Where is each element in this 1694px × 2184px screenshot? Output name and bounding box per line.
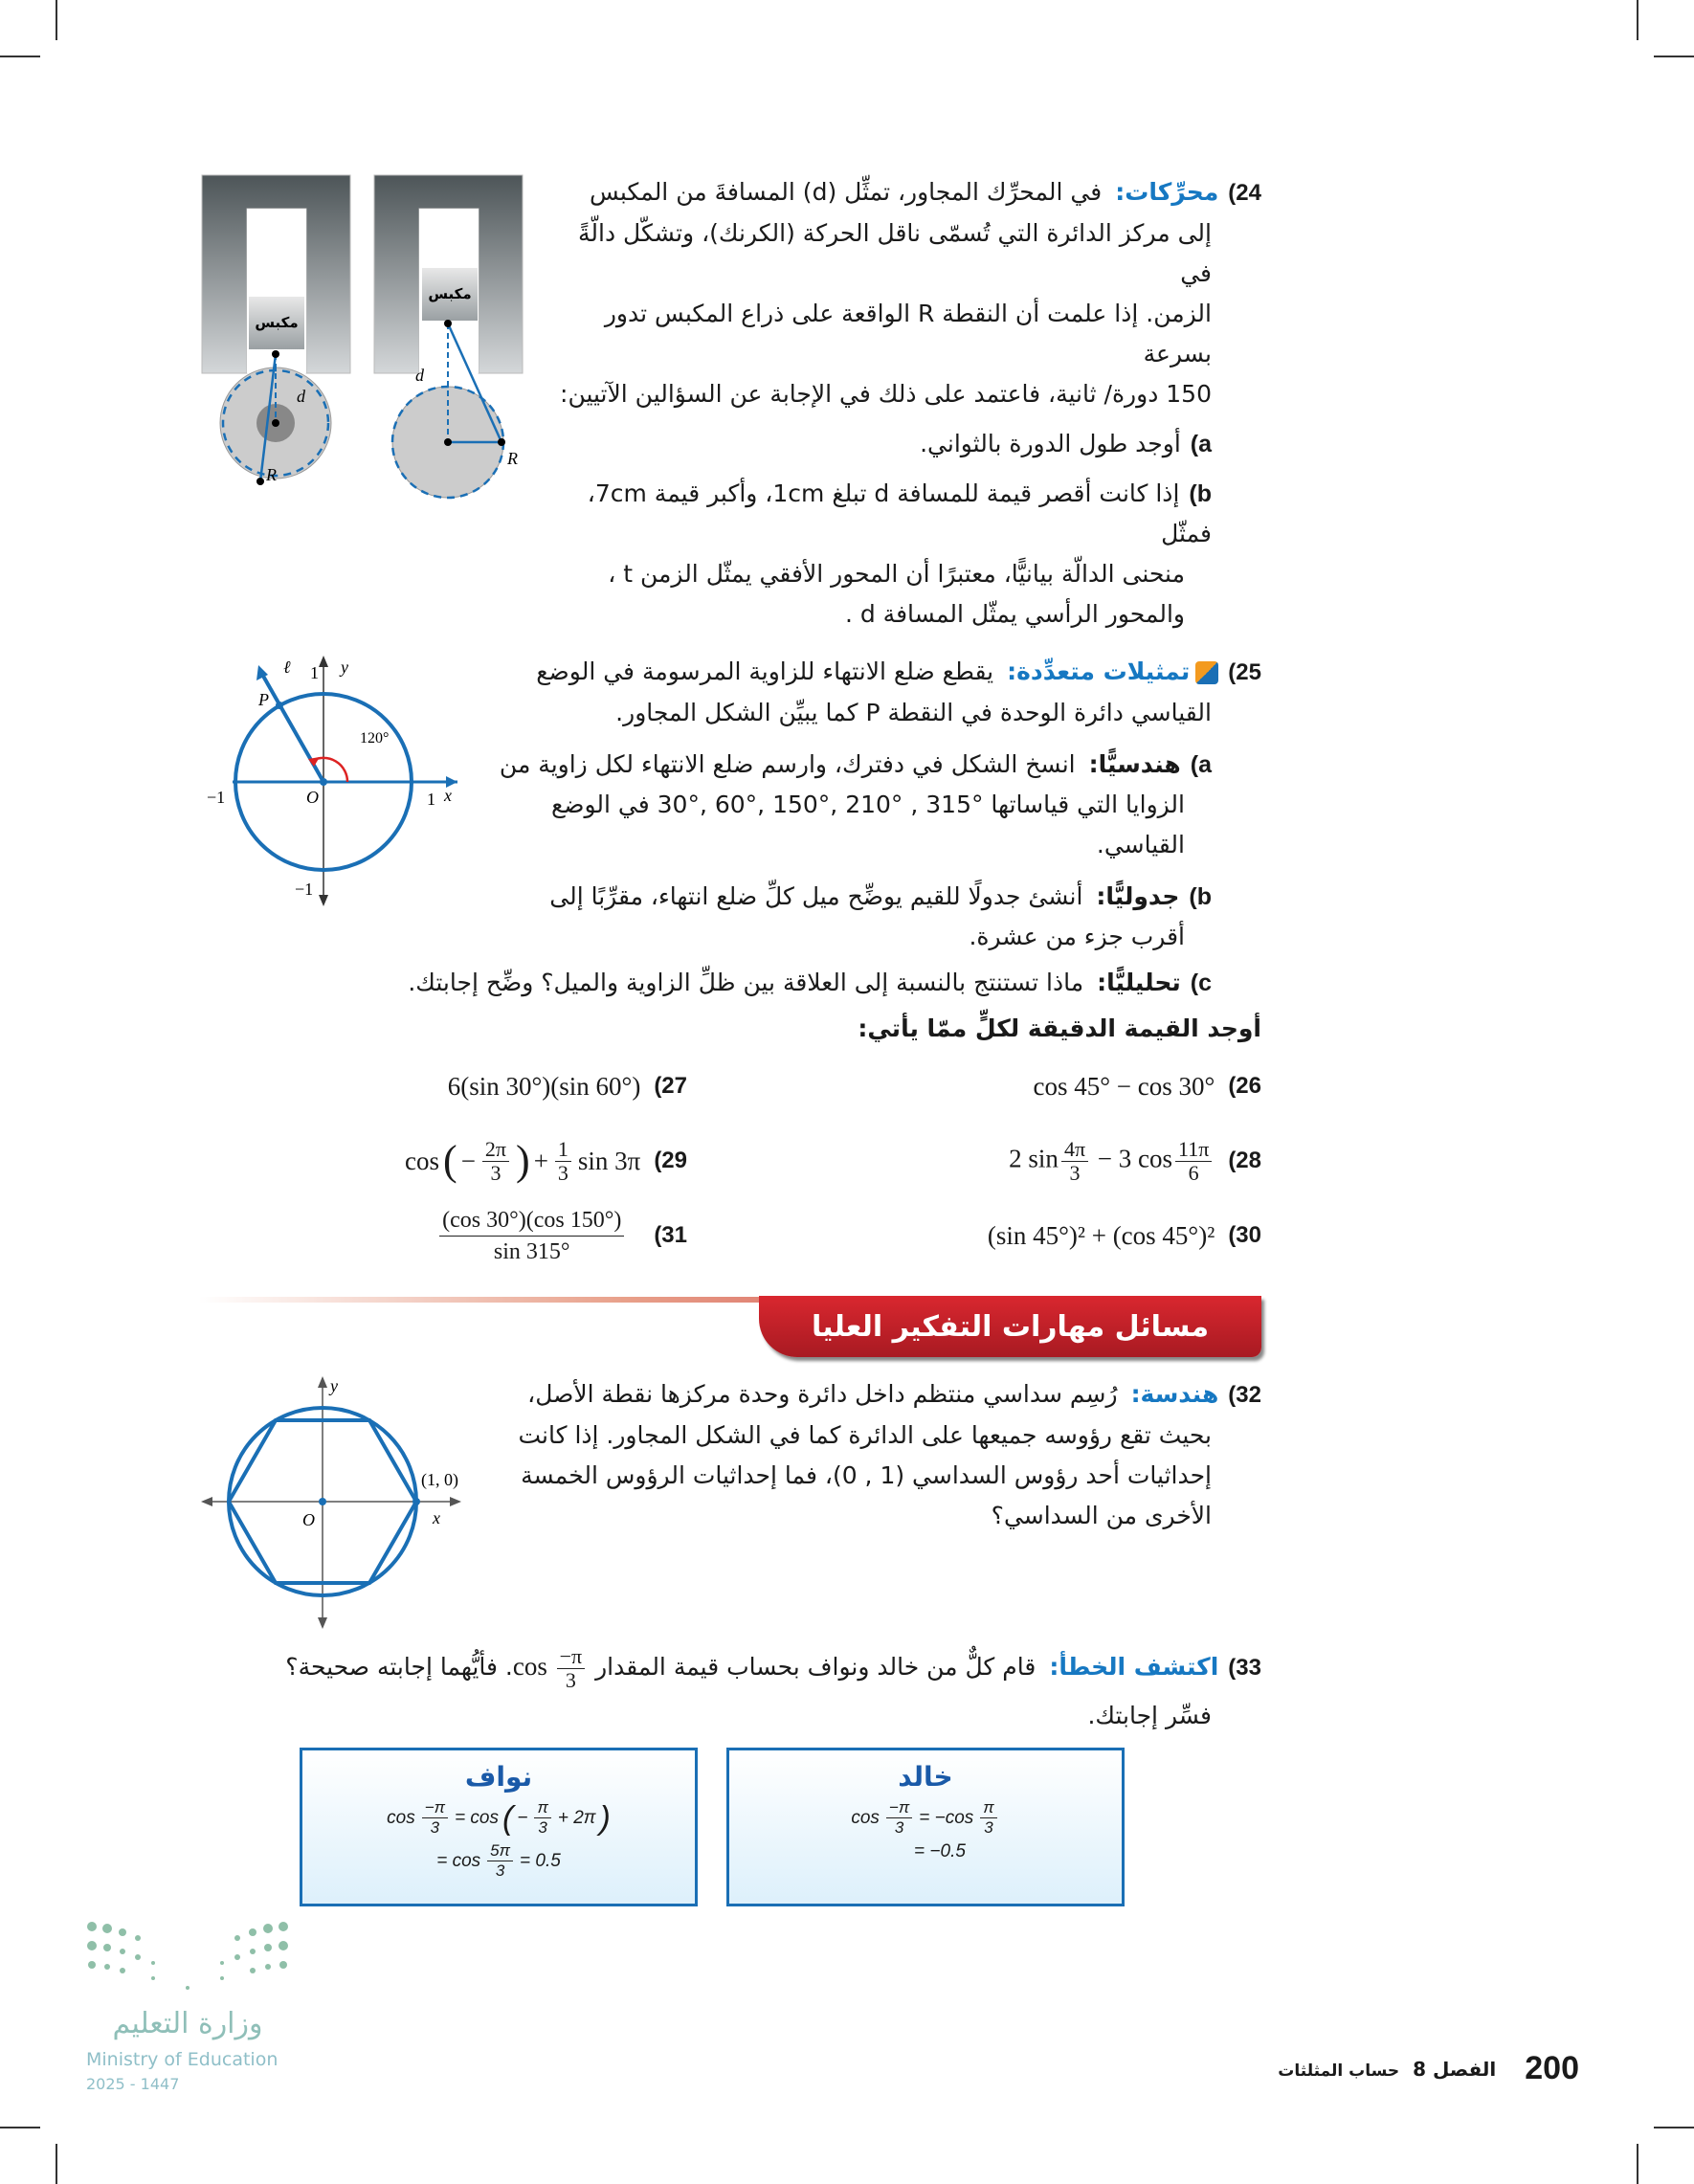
svg-text:P: P <box>258 690 269 709</box>
ministry-logo-year: 2025 - 1447 <box>86 2075 180 2093</box>
svg-text:d: d <box>415 366 424 385</box>
text-line: منحنى الدالّة بيانيًّا، معتبرًا أن المحور الأفقي يمثّل الزمن t ، <box>608 560 1185 588</box>
expression: cos $\frac{-\pi}{3}$ <box>513 1652 588 1681</box>
question-33 <box>199 1642 1261 1740</box>
main-column <box>199 172 1261 1906</box>
exercise-number: (28 <box>1228 1148 1261 1173</box>
exercise-number: (26 <box>1228 1073 1261 1099</box>
part-label: b) <box>1189 883 1212 910</box>
part-label: b) <box>1189 480 1212 507</box>
svg-text:O: O <box>302 1510 315 1529</box>
exercise-28 <box>1009 1138 1261 1185</box>
exercise-number: (29 <box>654 1148 687 1173</box>
nawaf-answer-box <box>300 1748 698 1906</box>
exercise-row <box>199 1198 1261 1273</box>
svg-text:−1: −1 <box>295 880 314 899</box>
crop-mark <box>1654 2127 1694 2128</box>
text-line: الزمن. إذا علمت أن النقطة R الواقعة على ذراع المكبس تدور بسرعة <box>604 300 1212 368</box>
chapter-label: الفصل 8 حساب المثلثات <box>1278 2057 1497 2081</box>
section-32 <box>199 1374 1261 1633</box>
question-number: 32) <box>1228 1382 1261 1408</box>
crop-mark <box>1654 56 1694 57</box>
text-line: قام كلٌّ من خالد ونواف بحساب قيمة المقدار <box>595 1653 1036 1681</box>
exercise-29 <box>405 1138 687 1185</box>
crop-mark <box>1637 0 1638 40</box>
section-24 <box>199 172 1261 635</box>
crop-mark <box>0 2127 40 2128</box>
question-keyword: اكتشف الخطأ: <box>1049 1653 1219 1681</box>
expression: $\frac{(\cos 30^\circ)(\cos 150^\circ)}{\sin 315^\circ}$ <box>439 1205 624 1267</box>
engine-right <box>374 175 523 498</box>
exercise-31 <box>436 1205 687 1267</box>
svg-text:1: 1 <box>310 663 319 682</box>
banner-area <box>199 1296 1261 1359</box>
svg-text:(1, 0): (1, 0) <box>421 1470 458 1489</box>
svg-text:O: O <box>306 788 319 807</box>
expression: cos 45° − cos 30° <box>1033 1071 1215 1101</box>
higher-order-thinking-banner <box>759 1296 1261 1357</box>
part-keyword: هندسيًّا: <box>1088 750 1181 778</box>
exercise-row <box>199 1049 1261 1124</box>
footer <box>1278 2050 1579 2087</box>
ministry-logo-english: Ministry of Education <box>86 2049 279 2070</box>
engine-left <box>202 175 350 485</box>
part-label: a) <box>1190 431 1212 457</box>
svg-text:1: 1 <box>427 790 435 809</box>
part-label: a) <box>1190 751 1212 778</box>
question-25c <box>199 963 1261 1003</box>
engine-figure <box>199 172 529 507</box>
svg-text:ℓ: ℓ <box>283 657 291 677</box>
section-25 <box>199 652 1261 957</box>
text-line: الزوايا التي قياساتها °315 , °210 ,°150 ,°60 ,°30 في الوضع القياسي. <box>550 791 1185 858</box>
svg-text:R: R <box>507 449 518 468</box>
text-line: أنشئ جدولًا للقيم يوضِّح ميل كلِّ ضلع انتهاء، مقرِّبًا إلى <box>549 882 1083 910</box>
text-line: ماذا تستنتج بالنسبة إلى العلاقة بين ظلِّ الزاوية والميل؟ وضِّح إجابتك. <box>408 969 1084 996</box>
expression: cos ( − $\frac{2\pi}{3}$ ) + $\frac{1}{3}$ sin 3π <box>405 1136 641 1185</box>
question-number: 33) <box>1228 1655 1261 1681</box>
svg-text:120°: 120° <box>360 730 390 747</box>
text-line: . فأيُّهما إجابته صحيحة؟ <box>285 1653 513 1681</box>
question-number: 24) <box>1228 180 1261 206</box>
text-line: 150 دورة/ ثانية، فاعتمد على ذلك في الإجابة عن السؤالين الآتيين: <box>560 380 1212 408</box>
question-keyword: تمثيلات متعدِّدة: <box>1007 657 1191 685</box>
student-name: نواف <box>464 1761 533 1794</box>
crop-mark <box>56 0 57 40</box>
page-number: 200 <box>1525 2050 1579 2086</box>
text-line: القياسي دائرة الوحدة في النقطة P كما يبيِّن الشكل المجاور. <box>615 699 1212 726</box>
exercise-26 <box>1034 1072 1262 1102</box>
text-line: انسخ الشكل في دفترك، وارسم ضلع الانتهاء لكل زاوية من <box>499 750 1076 778</box>
text-line: بحيث تقع رؤوسه جميعها على الدائرة كما في الشكل المجاور. إذا كانت <box>518 1421 1212 1449</box>
text-line: أوجد طول الدورة بالثواني. <box>920 430 1181 457</box>
text-line: رُسِم سداسي منتظم داخل دائرة وحدة مركزها نقطة الأصل، <box>527 1380 1118 1408</box>
question-keyword: هندسة: <box>1130 1380 1219 1408</box>
exact-value-heading: أوجد القيمة الدقيقة لكلٍّ ممّا يأتي: <box>858 1014 1261 1042</box>
equation-line: cos $\frac{-\pi}{3}$ = −cos $\frac{\pi}{3}$ <box>729 1798 1122 1838</box>
crop-mark <box>1637 2144 1638 2184</box>
ministry-logo-dots <box>86 1919 289 1995</box>
equation-line: = −0.5 <box>914 1841 966 1862</box>
text-line: والمحور الرأسي يمثّل المسافة d . <box>844 600 1185 628</box>
expression: (sin 45°)² + (cos 45°)² <box>987 1220 1215 1250</box>
question-24 <box>550 172 1261 635</box>
question-25 <box>488 652 1261 957</box>
exercise-number: (31 <box>654 1222 687 1248</box>
svg-text:y: y <box>341 657 348 677</box>
text-line: إحداثيات أحد رؤوس السداسي (1 , 0)، فما إحداثيات الرؤوس الخمسة <box>521 1461 1212 1489</box>
answer-boxes <box>199 1748 1261 1906</box>
svg-text:y: y <box>330 1376 338 1395</box>
part-keyword: جدوليًّا: <box>1096 882 1180 910</box>
part-label: c) <box>1190 969 1212 996</box>
exercise-row <box>199 1124 1261 1198</box>
exercise-30 <box>988 1221 1261 1251</box>
question-32 <box>498 1374 1261 1536</box>
exercise-number: (30 <box>1228 1222 1261 1248</box>
hexagon-figure <box>199 1374 477 1633</box>
student-name: خالد <box>898 1761 953 1794</box>
text-line: فسِّر إجابتك. <box>1087 1702 1212 1730</box>
equation-line: = cos $\frac{5\pi}{3}$ = 0.5 <box>436 1841 561 1881</box>
expression: 2 sin $\frac{4\pi}{3}$ − 3 cos $\frac{11\pi}{6}$ <box>1009 1138 1215 1185</box>
exercise-27 <box>448 1072 687 1102</box>
expression: 6(sin 30°)(sin 60°) <box>447 1071 641 1101</box>
banner-title: مسائل مهارات التفكير العليا <box>811 1309 1210 1344</box>
crop-mark <box>56 2144 57 2184</box>
svg-text:x: x <box>444 786 452 805</box>
text-line: إذا كانت أقصر قيمة للمسافة d تبلغ 1cm، وأكبر قيمة 7cm، فمثّل <box>587 479 1212 547</box>
ministry-logo-arabic: وزارة التعليم <box>112 2007 263 2040</box>
multiple-representations-icon <box>1195 661 1218 684</box>
svg-text:−1: −1 <box>207 788 226 807</box>
crop-mark <box>0 56 40 57</box>
question-number: 25) <box>1228 659 1261 685</box>
khaled-answer-box <box>726 1748 1125 1906</box>
text-line: إلى مركز الدائرة التي تُسمّى ناقل الحركة (الكرنك)، وتشكّل دالّةً في <box>578 219 1212 287</box>
exercise-number: (27 <box>654 1073 687 1099</box>
svg-text:x: x <box>433 1508 440 1527</box>
text-line: الأخرى من السداسي؟ <box>991 1502 1212 1529</box>
svg-text:مكبس: مكبس <box>255 314 299 331</box>
text-line: يقطع ضلع الانتهاء للزاوية المرسومة في الوضع <box>536 657 994 685</box>
svg-text:R: R <box>266 465 277 484</box>
svg-text:مكبس: مكبس <box>428 285 472 302</box>
equation-line: cos $\frac{-\pi}{3}$ = cos ( − $\frac{\pi}{3}$ + 2π ) <box>387 1798 611 1838</box>
part-keyword: تحليليًّا: <box>1097 969 1181 996</box>
unit-circle-figure <box>199 652 467 910</box>
svg-text:d: d <box>297 387 305 406</box>
question-keyword: محرِّكات: <box>1115 178 1219 206</box>
text-line: أقرب جزء من عشرة. <box>969 923 1185 950</box>
text-line: في المحرِّك المجاور، تمثِّل (d) المسافةَ من المكبس <box>590 178 1103 206</box>
